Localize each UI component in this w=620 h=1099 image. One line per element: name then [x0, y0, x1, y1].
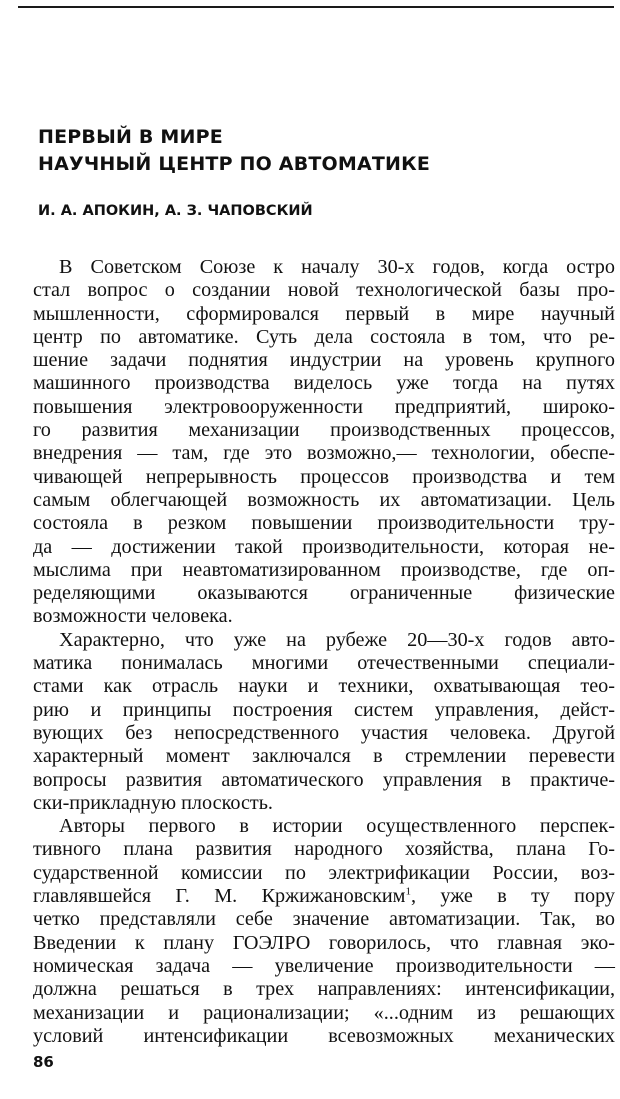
body-line-tail: , уже в ту пору: [410, 885, 615, 908]
body-line: стал вопрос о создании новой технологической базы про-: [33, 279, 615, 302]
body-line: характерный момент заключался в стремлении перевести: [33, 745, 615, 768]
top-rule: [18, 6, 614, 8]
body-line: механизации и рационализации; «...одним из решающих: [33, 1001, 615, 1024]
body-line: условий интенсификации всевозможных механических: [33, 1024, 615, 1047]
body-line-with-footnote: [33, 885, 615, 908]
body-line: В Советском Союзе к началу 30-х годов, когда остро: [59, 256, 615, 278]
body-line: Характерно, что уже на рубеже 20—30-х годов авто-: [59, 628, 615, 651]
body-line: ределяющими оказываются ограниченные физические: [33, 582, 615, 605]
title-line: ПЕРВЫЙ В МИРЕ: [38, 126, 223, 148]
footnote-ref[interactable]: 1: [405, 885, 411, 898]
body-line: тивного плана развития народного хозяйства, плана Го-: [33, 838, 615, 861]
body-line: мышленности, сформировался первый в мире научный: [33, 302, 615, 325]
body-line: го развития механизации производственных процессов,: [33, 419, 615, 442]
body-line-text: главлявшейся Г. М. Кржижановским: [33, 885, 406, 908]
body-line: вопросы развития автоматического управления в практиче-: [33, 768, 615, 791]
title-line: НАУЧНЫЙ ЦЕНТР ПО АВТОМАТИКЕ: [38, 153, 431, 175]
body-line: самым облегчающей возможность их автоматизации. Цель: [33, 488, 615, 511]
body-line: центр по автоматике. Суть дела состояла в том, что ре-: [33, 325, 615, 348]
article-authors: И. А. АПОКИН, А. З. ЧАПОВСКИЙ: [38, 203, 313, 219]
body-line: номическая задача — увеличение производительности —: [33, 954, 615, 977]
body-line: вующих без непосредственного участия человека. Другой: [33, 721, 615, 744]
body-line: повышения электровооруженности предприятий, широко-: [33, 395, 615, 418]
body-line: чивающей непрерывность процессов производства и тем: [33, 465, 615, 488]
body-line: Введении к плану ГОЭЛРО говорилось, что главная эко-: [33, 931, 615, 954]
body-line: ски-прикладную плоскость.: [33, 791, 273, 814]
body-line: должна решаться в трех направлениях: интенсификации,: [33, 978, 615, 1001]
body-line: состояла в резком повышении производительности тру-: [33, 512, 615, 535]
article-title: [38, 124, 430, 178]
body-line: рию и принципы построения систем управления, дейст-: [33, 698, 615, 721]
body-line: да — достижении такой производительности, которая не-: [33, 535, 615, 558]
body-line: внедрения — там, где это возможно,— технологии, обеспе-: [33, 442, 615, 465]
body-line: матика понималась многими отечественными специали-: [33, 652, 615, 675]
body-line: шение задачи поднятия индустрии на уровень крупного: [33, 349, 615, 372]
body-line: стами как отрасль науки и техники, охватывающая тео-: [33, 675, 615, 698]
body-line: Авторы первого в истории осуществленного перспек-: [59, 815, 615, 838]
body-line: сударственной комиссии по электрификации России, воз-: [33, 861, 615, 884]
body-line: машинного производства виделось уже тогда на путях: [33, 372, 615, 395]
body-line: возможности человека.: [33, 605, 233, 628]
body-line: мыслима при неавтоматизированном производстве, где оп-: [33, 558, 615, 581]
body-line: четко представляли себе значение автоматизации. Так, во: [33, 908, 615, 931]
article-body: [33, 256, 615, 1048]
page-number: 86: [33, 1053, 54, 1071]
